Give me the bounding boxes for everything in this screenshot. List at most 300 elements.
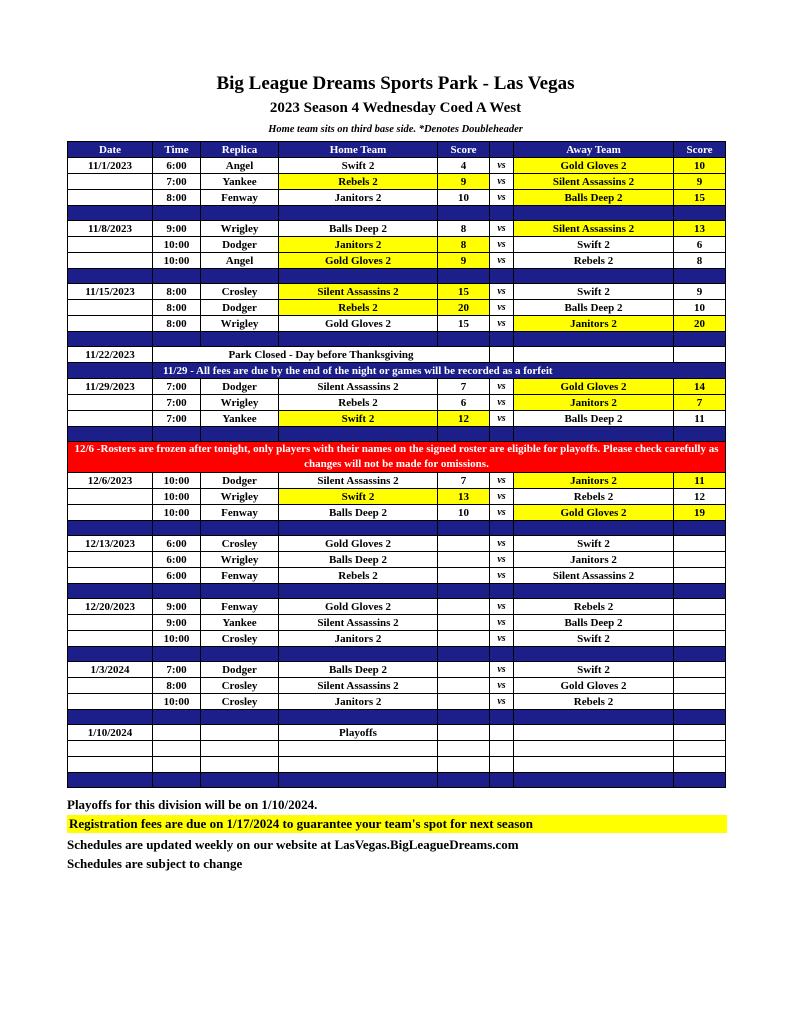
game-time: 10:00	[153, 237, 201, 253]
game-date	[68, 237, 153, 253]
game-date	[68, 411, 153, 427]
separator-cell	[153, 206, 201, 221]
blank-cell	[514, 741, 674, 757]
game-date: 12/6/2023	[68, 473, 153, 489]
subject-to-change-note: Schedules are subject to change	[67, 856, 243, 871]
game-row	[68, 316, 726, 332]
separator-cell	[201, 710, 279, 725]
separator-cell	[514, 647, 674, 662]
playoffs-row	[68, 725, 726, 741]
game-replica: Fenway	[201, 190, 279, 206]
away-team: Janitors 2	[514, 395, 674, 411]
away-team: Balls Deep 2	[514, 411, 674, 427]
separator-cell	[153, 332, 201, 347]
separator-cell	[514, 206, 674, 221]
col-date: Date	[68, 142, 153, 158]
game-replica: Wrigley	[201, 316, 279, 332]
game-row	[68, 615, 726, 631]
playoffs-date: 1/10/2024	[68, 725, 153, 741]
game-row	[68, 552, 726, 568]
separator-cell	[201, 427, 279, 442]
away-team: Swift 2	[514, 284, 674, 300]
week-separator	[68, 206, 726, 221]
separator-cell	[68, 521, 153, 536]
separator-cell	[279, 647, 438, 662]
blank-cell	[514, 725, 674, 741]
blank-cell	[68, 363, 153, 379]
separator-cell	[438, 584, 490, 599]
separator-cell	[201, 773, 279, 788]
separator-cell	[153, 773, 201, 788]
separator-cell	[514, 773, 674, 788]
away-score: 8	[674, 253, 726, 269]
home-team: Swift 2	[279, 158, 438, 174]
game-row	[68, 411, 726, 427]
home-team: Silent Assassins 2	[279, 379, 438, 395]
separator-cell	[490, 773, 514, 788]
away-score: 15	[674, 190, 726, 206]
home-score: 12	[438, 411, 490, 427]
away-score: 9	[674, 284, 726, 300]
game-replica: Angel	[201, 158, 279, 174]
page-title: Big League Dreams Sports Park - Las Vegas	[216, 73, 575, 94]
week-separator	[68, 269, 726, 284]
game-replica: Fenway	[201, 505, 279, 521]
blank-cell	[490, 741, 514, 757]
separator-cell	[68, 206, 153, 221]
home-score: 9	[438, 253, 490, 269]
game-time: 10:00	[153, 473, 201, 489]
away-score: 11	[674, 411, 726, 427]
game-date	[68, 174, 153, 190]
game-date	[68, 694, 153, 710]
vs-label: vs	[490, 284, 514, 300]
game-date: 11/15/2023	[68, 284, 153, 300]
game-row	[68, 158, 726, 174]
vs-label: vs	[490, 221, 514, 237]
registration-note: Registration fees are due on 1/17/2024 to guarantee your team's spot for next season	[67, 815, 727, 833]
blank-cell	[279, 757, 438, 773]
home-score	[438, 536, 490, 552]
blank-cell	[514, 757, 674, 773]
separator-cell	[153, 521, 201, 536]
game-time: 9:00	[153, 599, 201, 615]
blank-cell	[153, 741, 201, 757]
vs-label: vs	[490, 505, 514, 521]
home-score: 13	[438, 489, 490, 505]
away-team: Gold Gloves 2	[514, 678, 674, 694]
home-score	[438, 678, 490, 694]
home-team: Silent Assassins 2	[279, 615, 438, 631]
game-date	[68, 505, 153, 521]
home-team: Janitors 2	[279, 237, 438, 253]
separator-cell	[674, 332, 726, 347]
game-date	[68, 253, 153, 269]
away-team: Gold Gloves 2	[514, 158, 674, 174]
game-row	[68, 678, 726, 694]
col-replica: Replica	[201, 142, 279, 158]
away-score: 20	[674, 316, 726, 332]
separator-cell	[68, 584, 153, 599]
home-score: 9	[438, 174, 490, 190]
col-away-score: Score	[674, 142, 726, 158]
game-time: 8:00	[153, 678, 201, 694]
game-replica: Dodger	[201, 379, 279, 395]
separator-cell	[68, 269, 153, 284]
roster-notice: 12/6 -Rosters are frozen after tonight, only players with their names on the signed roster are eligible for playoffs. Please check carefully as changes will not be made for omissions.	[68, 442, 726, 473]
game-row	[68, 473, 726, 489]
home-team: Swift 2	[279, 411, 438, 427]
game-row	[68, 190, 726, 206]
separator-cell	[674, 773, 726, 788]
separator-cell	[279, 521, 438, 536]
game-replica: Crosley	[201, 284, 279, 300]
game-replica: Dodger	[201, 237, 279, 253]
closed-date: 11/22/2023	[68, 347, 153, 363]
away-team: Swift 2	[514, 536, 674, 552]
home-score: 15	[438, 316, 490, 332]
col-away-team: Away Team	[514, 142, 674, 158]
vs-label: vs	[490, 253, 514, 269]
separator-cell	[279, 269, 438, 284]
game-replica: Dodger	[201, 300, 279, 316]
game-time: 9:00	[153, 221, 201, 237]
separator-cell	[279, 710, 438, 725]
game-replica: Yankee	[201, 615, 279, 631]
separator-cell	[438, 647, 490, 662]
game-row	[68, 174, 726, 190]
home-score: 10	[438, 505, 490, 521]
separator-cell	[201, 521, 279, 536]
week-separator	[68, 773, 726, 788]
home-score: 6	[438, 395, 490, 411]
separator-cell	[514, 710, 674, 725]
separator-cell	[490, 584, 514, 599]
vs-label: vs	[490, 174, 514, 190]
away-team: Swift 2	[514, 631, 674, 647]
home-team: Swift 2	[279, 489, 438, 505]
col-home-team: Home Team	[279, 142, 438, 158]
separator-cell	[674, 584, 726, 599]
game-date	[68, 489, 153, 505]
game-time: 8:00	[153, 300, 201, 316]
week-separator	[68, 710, 726, 725]
blank-cell	[490, 725, 514, 741]
game-replica: Wrigley	[201, 395, 279, 411]
away-score: 10	[674, 300, 726, 316]
col-vs	[490, 142, 514, 158]
separator-cell	[674, 710, 726, 725]
game-date	[68, 568, 153, 584]
separator-cell	[153, 269, 201, 284]
blank-cell	[674, 347, 726, 363]
game-date: 1/3/2024	[68, 662, 153, 678]
away-score	[674, 568, 726, 584]
schedule-body	[68, 158, 726, 788]
game-time: 10:00	[153, 631, 201, 647]
vs-label: vs	[490, 411, 514, 427]
week-separator	[68, 332, 726, 347]
schedule-table	[67, 141, 726, 788]
game-row	[68, 662, 726, 678]
vs-label: vs	[490, 568, 514, 584]
away-score: 6	[674, 237, 726, 253]
blank-cell	[153, 757, 201, 773]
separator-cell	[68, 427, 153, 442]
separator-cell	[201, 269, 279, 284]
game-date	[68, 316, 153, 332]
blank-cell	[514, 347, 674, 363]
away-team: Janitors 2	[514, 316, 674, 332]
away-score	[674, 615, 726, 631]
vs-label: vs	[490, 536, 514, 552]
separator-cell	[490, 332, 514, 347]
blank-cell	[68, 757, 153, 773]
away-team: Swift 2	[514, 662, 674, 678]
game-row	[68, 536, 726, 552]
game-time: 10:00	[153, 505, 201, 521]
home-team: Balls Deep 2	[279, 552, 438, 568]
closed-text: Park Closed - Day before Thanksgiving	[153, 347, 490, 363]
home-team: Rebels 2	[279, 395, 438, 411]
home-team: Silent Assassins 2	[279, 678, 438, 694]
away-score	[674, 599, 726, 615]
separator-cell	[68, 647, 153, 662]
game-date	[68, 615, 153, 631]
game-time: 7:00	[153, 174, 201, 190]
home-team: Gold Gloves 2	[279, 316, 438, 332]
away-score: 13	[674, 221, 726, 237]
away-team: Gold Gloves 2	[514, 505, 674, 521]
blank-cell	[279, 741, 438, 757]
game-date: 11/1/2023	[68, 158, 153, 174]
fees-notice-row	[68, 363, 726, 379]
game-row	[68, 395, 726, 411]
header-row	[68, 142, 726, 158]
home-team: Balls Deep 2	[279, 662, 438, 678]
separator-cell	[490, 647, 514, 662]
home-score	[438, 568, 490, 584]
fees-notice: 11/29 - All fees are due by the end of the night or games will be recorded as a forfeit	[153, 363, 726, 379]
away-team: Rebels 2	[514, 694, 674, 710]
game-date: 11/29/2023	[68, 379, 153, 395]
home-score: 20	[438, 300, 490, 316]
blank-cell	[490, 757, 514, 773]
blank-cell	[68, 741, 153, 757]
away-score	[674, 678, 726, 694]
home-team: Silent Assassins 2	[279, 284, 438, 300]
week-separator	[68, 427, 726, 442]
game-replica: Fenway	[201, 599, 279, 615]
away-score: 14	[674, 379, 726, 395]
home-score: 7	[438, 379, 490, 395]
separator-cell	[490, 269, 514, 284]
home-score: 10	[438, 190, 490, 206]
game-time: 7:00	[153, 379, 201, 395]
blank-row	[68, 741, 726, 757]
away-team: Gold Gloves 2	[514, 379, 674, 395]
game-row	[68, 489, 726, 505]
home-team: Rebels 2	[279, 174, 438, 190]
separator-cell	[438, 710, 490, 725]
game-row	[68, 284, 726, 300]
website-note: Schedules are updated weekly on our website at LasVegas.BigLeagueDreams.com	[67, 837, 519, 852]
home-score: 4	[438, 158, 490, 174]
game-row	[68, 221, 726, 237]
game-replica: Yankee	[201, 174, 279, 190]
vs-label: vs	[490, 694, 514, 710]
home-team: Gold Gloves 2	[279, 536, 438, 552]
vs-label: vs	[490, 489, 514, 505]
blank-cell	[438, 757, 490, 773]
away-score	[674, 662, 726, 678]
game-date	[68, 631, 153, 647]
vs-label: vs	[490, 158, 514, 174]
home-score: 8	[438, 221, 490, 237]
separator-cell	[674, 206, 726, 221]
game-row	[68, 568, 726, 584]
game-time: 10:00	[153, 694, 201, 710]
away-team: Silent Assassins 2	[514, 568, 674, 584]
game-date	[68, 678, 153, 694]
separator-cell	[674, 647, 726, 662]
separator-cell	[438, 269, 490, 284]
separator-cell	[201, 206, 279, 221]
separator-cell	[68, 332, 153, 347]
game-date	[68, 395, 153, 411]
game-time: 8:00	[153, 316, 201, 332]
home-score: 15	[438, 284, 490, 300]
home-score	[438, 552, 490, 568]
roster-notice-row	[68, 442, 726, 473]
game-date	[68, 300, 153, 316]
game-date: 12/20/2023	[68, 599, 153, 615]
week-separator	[68, 521, 726, 536]
separator-cell	[153, 584, 201, 599]
home-team-note: Home team sits on third base side. *Denotes Doubleheader	[268, 124, 523, 135]
vs-label: vs	[490, 678, 514, 694]
separator-cell	[438, 206, 490, 221]
game-date	[68, 190, 153, 206]
separator-cell	[279, 427, 438, 442]
away-team: Rebels 2	[514, 489, 674, 505]
game-replica: Crosley	[201, 536, 279, 552]
separator-cell	[279, 206, 438, 221]
separator-cell	[514, 584, 674, 599]
week-separator	[68, 647, 726, 662]
separator-cell	[279, 584, 438, 599]
blank-cell	[201, 741, 279, 757]
away-team: Janitors 2	[514, 473, 674, 489]
away-score	[674, 631, 726, 647]
col-home-score: Score	[438, 142, 490, 158]
away-score: 12	[674, 489, 726, 505]
separator-cell	[490, 206, 514, 221]
vs-label: vs	[490, 662, 514, 678]
blank-cell	[438, 725, 490, 741]
separator-cell	[201, 647, 279, 662]
game-row	[68, 631, 726, 647]
blank-cell	[674, 741, 726, 757]
away-score	[674, 536, 726, 552]
game-row	[68, 253, 726, 269]
separator-cell	[674, 427, 726, 442]
home-score: 7	[438, 473, 490, 489]
vs-label: vs	[490, 473, 514, 489]
blank-cell	[201, 757, 279, 773]
game-time: 7:00	[153, 411, 201, 427]
game-row	[68, 599, 726, 615]
vs-label: vs	[490, 379, 514, 395]
home-team: Gold Gloves 2	[279, 599, 438, 615]
game-time: 6:00	[153, 158, 201, 174]
vs-label: vs	[490, 599, 514, 615]
separator-cell	[438, 521, 490, 536]
separator-cell	[153, 647, 201, 662]
away-team: Janitors 2	[514, 552, 674, 568]
separator-cell	[279, 332, 438, 347]
separator-cell	[153, 427, 201, 442]
home-score: 8	[438, 237, 490, 253]
home-score	[438, 615, 490, 631]
separator-cell	[514, 521, 674, 536]
game-replica: Wrigley	[201, 552, 279, 568]
separator-cell	[438, 427, 490, 442]
home-team: Janitors 2	[279, 694, 438, 710]
game-date: 11/8/2023	[68, 221, 153, 237]
home-team: Janitors 2	[279, 190, 438, 206]
game-replica: Dodger	[201, 473, 279, 489]
vs-label: vs	[490, 316, 514, 332]
game-replica: Wrigley	[201, 489, 279, 505]
separator-cell	[201, 584, 279, 599]
home-score	[438, 662, 490, 678]
home-score	[438, 599, 490, 615]
game-replica: Crosley	[201, 678, 279, 694]
separator-cell	[514, 332, 674, 347]
away-score: 10	[674, 158, 726, 174]
game-row	[68, 237, 726, 253]
home-team: Balls Deep 2	[279, 505, 438, 521]
vs-label: vs	[490, 631, 514, 647]
home-score	[438, 694, 490, 710]
game-row	[68, 379, 726, 395]
home-team: Gold Gloves 2	[279, 253, 438, 269]
away-score: 11	[674, 473, 726, 489]
away-team: Silent Assassins 2	[514, 174, 674, 190]
away-team: Silent Assassins 2	[514, 221, 674, 237]
away-score: 9	[674, 174, 726, 190]
separator-cell	[201, 332, 279, 347]
game-time: 6:00	[153, 536, 201, 552]
game-time: 6:00	[153, 552, 201, 568]
away-team: Balls Deep 2	[514, 615, 674, 631]
separator-cell	[490, 710, 514, 725]
game-time: 8:00	[153, 190, 201, 206]
col-time: Time	[153, 142, 201, 158]
page-subtitle: 2023 Season 4 Wednesday Coed A West	[269, 100, 522, 116]
game-row	[68, 505, 726, 521]
blank-cell	[490, 347, 514, 363]
game-row	[68, 300, 726, 316]
blank-cell	[153, 725, 201, 741]
game-time: 8:00	[153, 284, 201, 300]
blank-cell	[438, 741, 490, 757]
separator-cell	[514, 427, 674, 442]
away-score: 7	[674, 395, 726, 411]
separator-cell	[438, 773, 490, 788]
away-team: Swift 2	[514, 237, 674, 253]
